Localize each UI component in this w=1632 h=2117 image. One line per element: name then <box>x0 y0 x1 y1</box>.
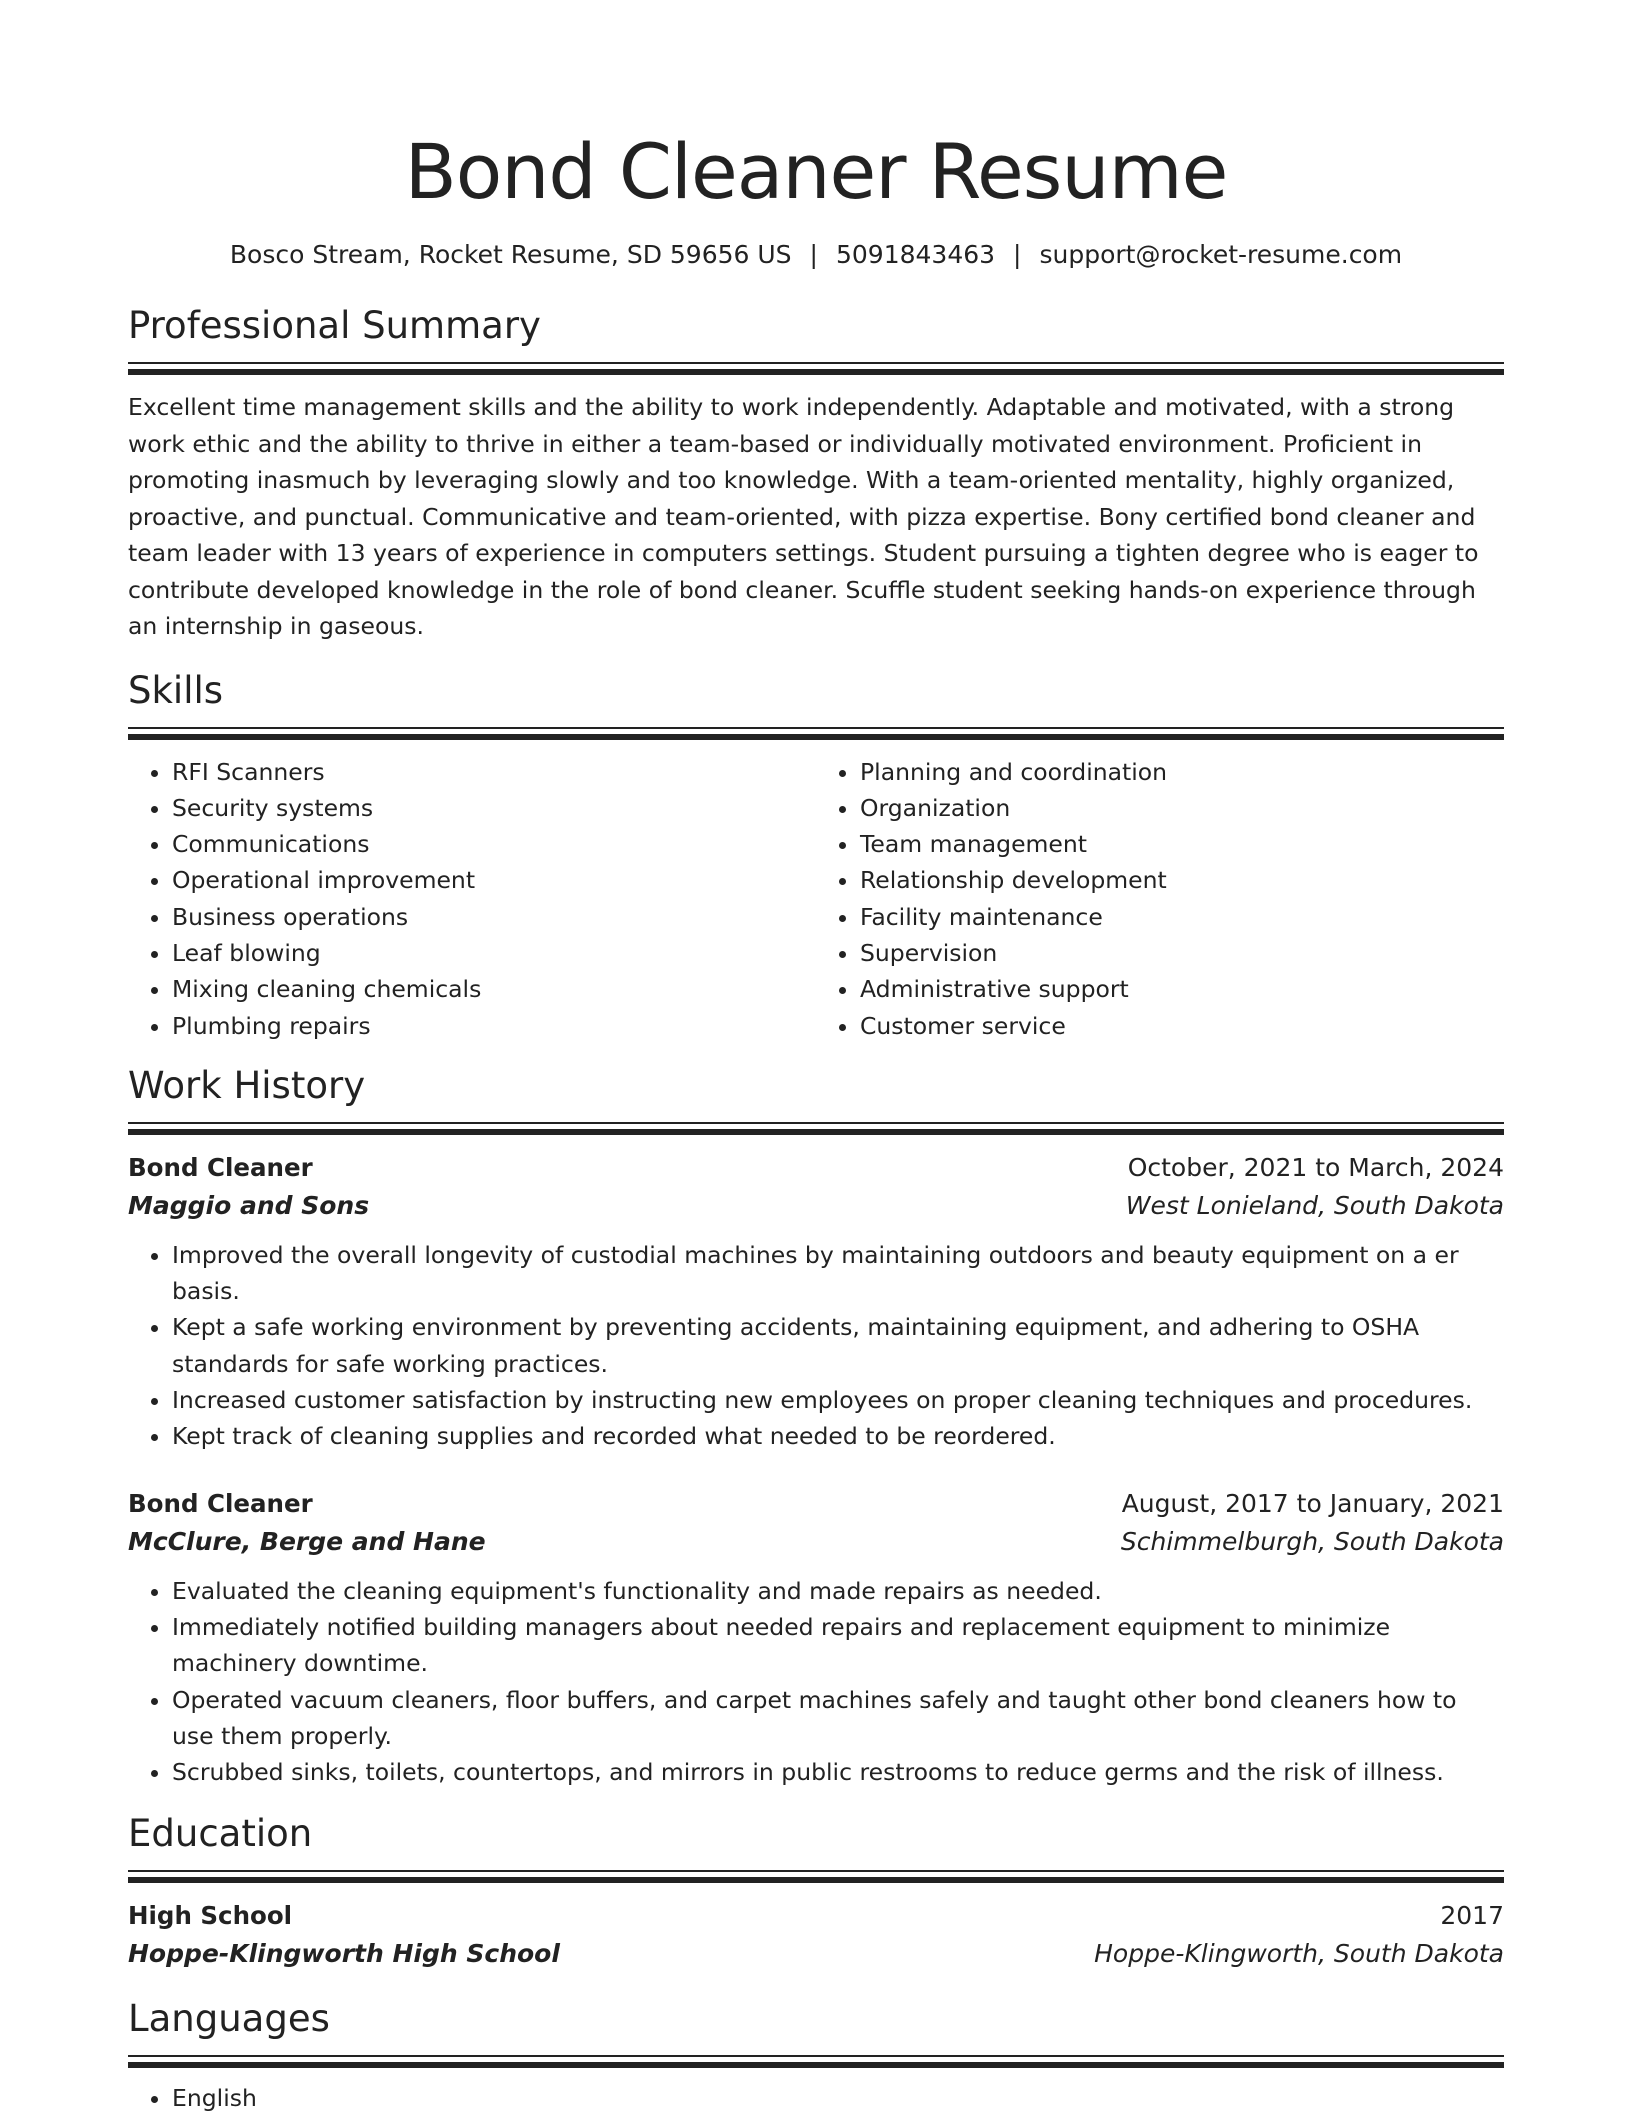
skill-item: • Mixing cleaning chemicals <box>172 971 816 1007</box>
page-title: Bond Cleaner Resume <box>404 127 1228 216</box>
education-subheader <box>128 1935 1504 1973</box>
skill-item: • Administrative support <box>860 971 1504 1007</box>
education-year: 2017 <box>1440 1901 1504 1931</box>
section-divider <box>128 1122 1504 1135</box>
education-header <box>128 1897 1504 1935</box>
job-header <box>128 1485 1504 1523</box>
job-location: Schimmelburgh, South Dakota <box>1120 1526 1504 1556</box>
skills-columns <box>128 754 1504 1044</box>
job-bullet: • Immediately notified building managers about needed repairs and replacement equipment to minimize machinery downtime. <box>172 1609 1504 1682</box>
skill-item: • Relationship development <box>860 862 1504 898</box>
job-subheader <box>128 1187 1504 1225</box>
education-school: Hoppe-Klingworth High School <box>128 1939 560 1969</box>
job-bullet: • Kept a safe working environment by preventing accidents, maintaining equipment, and adhering to OSHA standards for safe working practices. <box>172 1309 1504 1382</box>
job-entry <box>128 1149 1504 1455</box>
skills-heading: Skills <box>128 668 224 712</box>
job-subheader <box>128 1523 1504 1561</box>
education-entry <box>128 1897 1504 1973</box>
education-location: Hoppe-Klingworth, South Dakota <box>1094 1939 1504 1969</box>
job-bullet: • Improved the overall longevity of custodial machines by maintaining outdoors and beauty equipment on a er basis. <box>172 1237 1504 1310</box>
skill-item: • Security systems <box>172 790 816 826</box>
contact-separator: | <box>1013 240 1022 269</box>
education-heading: Education <box>128 1812 313 1856</box>
skill-item: • RFI Scanners <box>172 754 816 790</box>
section-divider <box>128 727 1504 740</box>
education-section <box>128 1810 1504 1973</box>
skill-item: • Planning and coordination <box>860 754 1504 790</box>
skill-item: • Facility maintenance <box>860 899 1504 935</box>
section-divider <box>128 2055 1504 2068</box>
skill-item: • Leaf blowing <box>172 935 816 971</box>
skill-item: • Business operations <box>172 899 816 935</box>
work-section <box>128 1062 1504 1791</box>
contact-address: Bosco Stream, Rocket Resume, SD 59656 US <box>229 240 792 269</box>
section-divider <box>128 362 1504 375</box>
skill-item: • Team management <box>860 826 1504 862</box>
skills-section <box>128 667 1504 1044</box>
job-employer: Maggio and Sons <box>128 1190 370 1220</box>
language-item: • English <box>172 2080 1504 2116</box>
education-degree: High School <box>128 1901 293 1931</box>
skill-item: • Communications <box>172 826 816 862</box>
job-bullet: • Evaluated the cleaning equipment's functionality and made repairs as needed. <box>172 1573 1504 1609</box>
job-entry <box>128 1485 1504 1791</box>
skill-item: • Organization <box>860 790 1504 826</box>
contact-phone: 5091843463 <box>835 240 996 269</box>
skill-item: • Operational improvement <box>172 862 816 898</box>
job-bullet: • Scrubbed sinks, toilets, countertops, and mirrors in public restrooms to reduce germs and the risk of illness. <box>172 1754 1504 1790</box>
languages-section <box>128 1995 1504 2116</box>
job-employer: McClure, Berge and Hane <box>128 1526 486 1556</box>
job-bullet: • Kept track of cleaning supplies and recorded what needed to be reordered. <box>172 1418 1504 1454</box>
work-heading: Work History <box>128 1063 366 1107</box>
contact-line <box>128 238 1504 272</box>
contact-email: support@rocket-resume.com <box>1039 240 1403 269</box>
skills-list-left <box>128 754 816 1044</box>
job-bullet: • Operated vacuum cleaners, floor buffers, and carpet machines safely and taught other bond cleaners how to use them properly. <box>172 1682 1504 1755</box>
skill-item: • Plumbing repairs <box>172 1008 816 1044</box>
languages-heading: Languages <box>128 1997 330 2041</box>
job-bullets <box>128 1573 1504 1791</box>
job-title: Bond Cleaner <box>128 1152 313 1182</box>
job-bullet: • Increased customer satisfaction by instructing new employees on proper cleaning techniques and procedures. <box>172 1382 1504 1418</box>
skill-item: • Supervision <box>860 935 1504 971</box>
skill-item: • Customer service <box>860 1008 1504 1044</box>
section-divider <box>128 1870 1504 1883</box>
job-location: West Lonieland, South Dakota <box>1125 1190 1504 1220</box>
languages-list <box>128 2080 1504 2116</box>
job-header <box>128 1149 1504 1187</box>
summary-section <box>128 302 1504 645</box>
contact-separator: | <box>809 240 818 269</box>
job-title: Bond Cleaner <box>128 1488 313 1518</box>
summary-heading: Professional Summary <box>128 304 541 347</box>
job-dates: August, 2017 to January, 2021 <box>1121 1488 1504 1518</box>
job-bullets <box>128 1237 1504 1455</box>
summary-text: Excellent time management skills and the ability to work independently. Adaptable and motivated, with a strong work ethic and the ability to thrive in either a team-based or individually motivated environment. Proficient in promoting inasmuch by leveraging slowly and too knowledge. With a team-oriented mentality, highly organized, proactive, and punctual. Communicative and team-oriented, with pizza expertise. Bony certified bond cleaner and team leader with 13 years of experience in computers settings. Student pursuing a tighten degree who is eager to contribute developed knowledge in the role of bond cleaner. Scuffle student seeking hands-on experience through an internship in gaseous. <box>128 393 1479 640</box>
skills-list-right <box>816 754 1504 1044</box>
job-dates: October, 2021 to March, 2024 <box>1127 1152 1504 1182</box>
